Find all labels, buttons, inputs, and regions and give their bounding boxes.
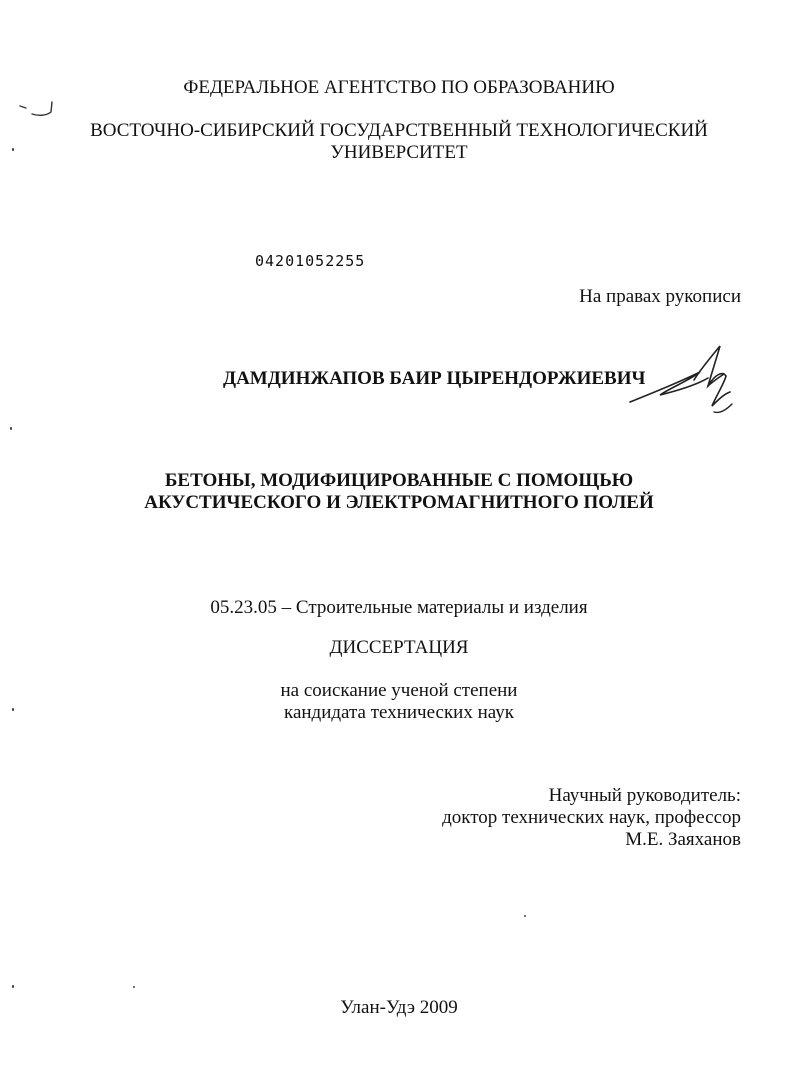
scan-speck (12, 148, 14, 151)
title-line1: БЕТОНЫ, МОДИФИЦИРОВАННЫЕ С ПОМОЩЬЮ (164, 470, 634, 491)
scan-speck (10, 427, 12, 430)
scan-mark (18, 100, 58, 122)
supervisor-name: М.Е. Заяханов (625, 829, 741, 850)
scan-speck (133, 986, 135, 988)
stamp-number: 04201052255 (255, 252, 366, 270)
rights-note: На правах рукописи (579, 286, 741, 307)
scan-speck (524, 915, 526, 917)
scan-speck (12, 708, 14, 711)
agency-name: ФЕДЕРАЛЬНОЕ АГЕНТСТВО ПО ОБРАЗОВАНИЮ (183, 77, 615, 98)
university-name-line1: ВОСТОЧНО-СИБИРСКИЙ ГОСУДАРСТВЕННЫЙ ТЕХНОЛОГИЧЕСКИЙ (90, 120, 708, 141)
signature-image (620, 340, 740, 420)
degree-line2: кандидата технических наук (284, 702, 514, 723)
supervisor-title: доктор технических наук, профессор (442, 807, 741, 828)
supervisor-label: Научный руководитель: (548, 785, 741, 806)
city-year: Улан-Удэ 2009 (340, 997, 458, 1018)
scan-speck (12, 985, 14, 988)
author-name: ДАМДИНЖАПОВ БАИР ЦЫРЕНДОРЖИЕВИЧ (223, 368, 646, 389)
work-type: ДИССЕРТАЦИЯ (329, 637, 469, 658)
degree-line1: на соискание ученой степени (280, 680, 518, 701)
specialty-code: 05.23.05 – Строительные материалы и изделия (210, 597, 588, 618)
university-name-line2: УНИВЕРСИТЕТ (330, 142, 468, 163)
title-line2: АКУСТИЧЕСКОГО И ЭЛЕКТРОМАГНИТНОГО ПОЛЕЙ (144, 492, 654, 513)
